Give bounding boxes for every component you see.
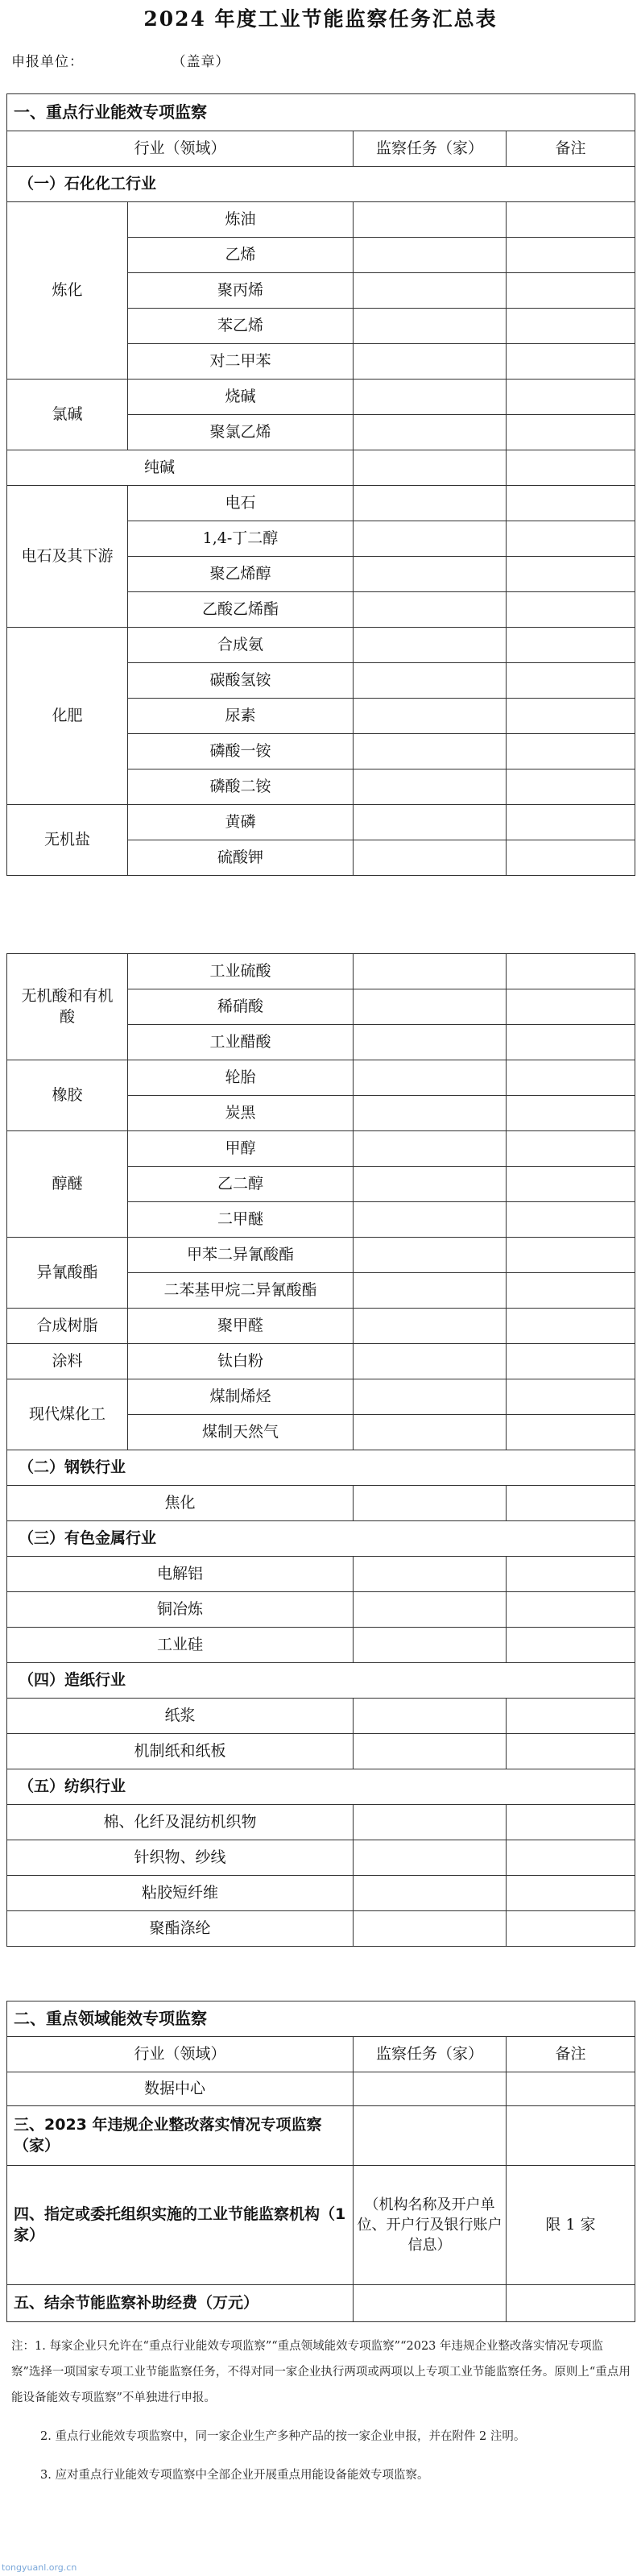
task-cell[interactable] xyxy=(354,954,507,989)
remark-cell[interactable] xyxy=(507,1592,635,1628)
remark-cell[interactable] xyxy=(507,1167,635,1202)
table-row xyxy=(7,1379,635,1415)
product-cell: 苯乙烯 xyxy=(128,309,354,344)
remark-cell[interactable] xyxy=(507,1025,635,1060)
table-row xyxy=(7,1876,635,1911)
task-cell[interactable] xyxy=(354,238,507,273)
remark-cell[interactable] xyxy=(507,202,635,238)
remark-cell[interactable] xyxy=(507,1238,635,1273)
product-cell: 棉、化纤及混纺机织物 xyxy=(7,1805,354,1840)
product-cell: 粘胶短纤维 xyxy=(7,1876,354,1911)
remark-cell[interactable] xyxy=(507,344,635,380)
remark-cell[interactable] xyxy=(507,1060,635,1096)
task-cell[interactable] xyxy=(354,380,507,415)
product-cell: 乙烯 xyxy=(128,238,354,273)
remark-cell[interactable] xyxy=(507,663,635,699)
product-cell: 煤制烯烃 xyxy=(128,1379,354,1415)
stamp-label: （盖章） xyxy=(179,54,230,70)
task-cell[interactable] xyxy=(354,1911,507,1947)
task-cell[interactable] xyxy=(354,769,507,805)
task-cell[interactable] xyxy=(354,309,507,344)
category-cell: 无机酸和有机酸 xyxy=(7,954,128,1060)
task-cell[interactable] xyxy=(354,1202,507,1238)
product-cell: 尿素 xyxy=(128,699,354,734)
task-cell[interactable] xyxy=(354,1131,507,1167)
product-cell: 乙二醇 xyxy=(128,1167,354,1202)
header-task: 监察任务（家） xyxy=(354,2037,507,2072)
remark-cell[interactable] xyxy=(507,1805,635,1840)
category-cell: 涂料 xyxy=(7,1344,128,1379)
product-cell: 烧碱 xyxy=(128,380,354,415)
product-cell: 数据中心 xyxy=(7,2072,354,2106)
unit-label: 申报单位： xyxy=(11,54,84,70)
remark-cell: 限 1 家 xyxy=(507,2166,635,2285)
task-cell[interactable] xyxy=(354,805,507,840)
table-row xyxy=(7,1131,635,1167)
task-table-part3 xyxy=(6,2001,635,2322)
remark-cell[interactable] xyxy=(507,1379,635,1415)
remark-cell[interactable] xyxy=(507,592,635,628)
table-row xyxy=(7,1734,635,1769)
table-row xyxy=(7,1699,635,1734)
product-cell: 聚甲醛 xyxy=(128,1309,354,1344)
task-table-part1 xyxy=(6,93,635,876)
remark-cell[interactable] xyxy=(507,1699,635,1734)
product-cell: 针织物、纱线 xyxy=(7,1840,354,1876)
task-cell[interactable] xyxy=(354,663,507,699)
table-row xyxy=(7,380,635,415)
task-cell[interactable] xyxy=(354,1592,507,1628)
product-cell: 工业硫酸 xyxy=(128,954,354,989)
product-cell: 聚酯涤纶 xyxy=(7,1911,354,1947)
remark-cell[interactable] xyxy=(507,1415,635,1450)
table-row xyxy=(7,1238,635,1273)
product-cell: 炭黑 xyxy=(128,1096,354,1131)
section-title: 一、重点行业能效专项监察 xyxy=(7,94,635,131)
task-cell[interactable] xyxy=(354,1238,507,1273)
task-cell[interactable] xyxy=(354,415,507,450)
remark-cell[interactable] xyxy=(507,450,635,486)
remark-cell[interactable] xyxy=(507,2106,635,2166)
product-cell: 硫酸钾 xyxy=(128,840,354,876)
task-cell[interactable] xyxy=(354,2285,507,2322)
subsection-title: （一）石化化工行业 xyxy=(7,167,635,202)
task-cell[interactable] xyxy=(354,1273,507,1309)
remark-cell[interactable] xyxy=(507,1911,635,1947)
product-cell: 合成氨 xyxy=(128,628,354,663)
task-cell[interactable] xyxy=(354,699,507,734)
table-row xyxy=(7,450,635,486)
task-cell[interactable] xyxy=(354,1415,507,1450)
product-cell: 磷酸一铵 xyxy=(128,734,354,769)
product-cell: 炼油 xyxy=(128,202,354,238)
table-row xyxy=(7,1911,635,1947)
task-cell[interactable] xyxy=(354,1025,507,1060)
subsection-title: （四）造纸行业 xyxy=(7,1663,635,1699)
task-cell[interactable] xyxy=(354,1628,507,1663)
remark-cell[interactable] xyxy=(507,628,635,663)
remark-cell[interactable] xyxy=(507,989,635,1025)
task-cell[interactable] xyxy=(354,557,507,592)
task-cell[interactable] xyxy=(354,273,507,309)
task-cell[interactable] xyxy=(354,1167,507,1202)
task-cell[interactable] xyxy=(354,1734,507,1769)
task-cell[interactable] xyxy=(354,2072,507,2106)
task-cell[interactable] xyxy=(354,1840,507,1876)
remark-cell[interactable] xyxy=(507,1840,635,1876)
task-cell[interactable] xyxy=(354,1344,507,1379)
table-row xyxy=(7,1628,635,1663)
product-cell: 纸浆 xyxy=(7,1699,354,1734)
header-remark: 备注 xyxy=(507,2037,635,2072)
category-cell: 异氰酸酯 xyxy=(7,1238,128,1309)
category-cell: 合成树脂 xyxy=(7,1309,128,1344)
section-title: 四、指定或委托组织实施的工业节能监察机构（1 家） xyxy=(7,2166,354,2285)
section-title: 二、重点领域能效专项监察 xyxy=(7,2001,635,2037)
remark-cell[interactable] xyxy=(507,1734,635,1769)
product-cell: 乙酸乙烯酯 xyxy=(128,592,354,628)
remark-cell[interactable] xyxy=(507,1096,635,1131)
table-row xyxy=(7,805,635,840)
task-cell[interactable] xyxy=(354,1557,507,1592)
task-cell[interactable] xyxy=(354,1309,507,1344)
product-cell: 1,4-丁二醇 xyxy=(128,521,354,557)
remark-cell[interactable] xyxy=(507,486,635,521)
remark-cell[interactable] xyxy=(507,734,635,769)
task-cell[interactable] xyxy=(354,1876,507,1911)
watermark: tongyuanl.org.cn xyxy=(2,2562,77,2573)
task-cell[interactable] xyxy=(354,734,507,769)
remark-cell[interactable] xyxy=(507,2072,635,2106)
category-cell: 醇醚 xyxy=(7,1131,128,1238)
task-cell[interactable] xyxy=(354,1805,507,1840)
product-cell: 碳酸氢铵 xyxy=(128,663,354,699)
page-title: 2024 年度工业节能监察任务汇总表 xyxy=(143,7,498,31)
section-title: 五、结余节能监察补助经费（万元） xyxy=(7,2285,354,2322)
table-row xyxy=(7,2166,635,2285)
remark-cell[interactable] xyxy=(507,1273,635,1309)
remark-cell[interactable] xyxy=(507,805,635,840)
table-row xyxy=(7,1805,635,1840)
remark-cell[interactable] xyxy=(507,769,635,805)
institution-info-cell[interactable]: （机构名称及开户单位、开户行及银行账户信息） xyxy=(354,2166,507,2285)
remark-cell[interactable] xyxy=(507,1131,635,1167)
table-row xyxy=(7,954,635,989)
task-cell[interactable] xyxy=(354,202,507,238)
task-cell[interactable] xyxy=(354,1486,507,1521)
remark-cell[interactable] xyxy=(507,1628,635,1663)
task-cell[interactable] xyxy=(354,1379,507,1415)
category-cell: 氯碱 xyxy=(7,380,128,450)
category-cell: 炼化 xyxy=(7,202,128,380)
remark-cell[interactable] xyxy=(507,1202,635,1238)
category-cell: 化肥 xyxy=(7,628,128,805)
note-item: 3. 应对重点行业能效专项监察中全部企业开展重点用能设备能效专项监察。 xyxy=(40,2469,429,2482)
table-row xyxy=(7,2285,635,2322)
subsection-title: （五）纺织行业 xyxy=(7,1769,635,1805)
header-industry: 行业（领域） xyxy=(7,131,354,167)
table-row xyxy=(7,2072,635,2106)
task-cell[interactable] xyxy=(354,592,507,628)
remark-cell[interactable] xyxy=(507,954,635,989)
product-cell: 二苯基甲烷二异氰酸酯 xyxy=(128,1273,354,1309)
task-cell[interactable] xyxy=(354,628,507,663)
category-cell: 现代煤化工 xyxy=(7,1379,128,1450)
product-cell: 纯碱 xyxy=(7,450,354,486)
table-row xyxy=(7,1592,635,1628)
product-cell: 甲醇 xyxy=(128,1131,354,1167)
task-cell[interactable] xyxy=(354,989,507,1025)
table-row xyxy=(7,1486,635,1521)
table-row xyxy=(7,486,635,521)
note-item: 注：1. 每家企业只允许在“重点行业能效专项监察”“重点领域能效专项监察”“2023 年违规企业整改落实情况专项监察”选择一项国家专项工业节能监察任务，不得对同一家企业执行两项或两项以上专项工业节能监察任务。原则上“重点用能设备能效专项监察”不单独进行申报。 xyxy=(11,2340,631,2404)
table-row xyxy=(7,1344,635,1379)
task-cell[interactable] xyxy=(354,2106,507,2166)
header-remark: 备注 xyxy=(507,131,635,167)
subsection-title: （二）钢铁行业 xyxy=(7,1450,635,1486)
product-cell: 电石 xyxy=(128,486,354,521)
product-cell: 聚丙烯 xyxy=(128,273,354,309)
task-cell[interactable] xyxy=(354,486,507,521)
category-cell: 橡胶 xyxy=(7,1060,128,1131)
table-row xyxy=(7,1309,635,1344)
task-cell[interactable] xyxy=(354,521,507,557)
table-row xyxy=(7,1840,635,1876)
task-cell[interactable] xyxy=(354,344,507,380)
product-cell: 焦化 xyxy=(7,1486,354,1521)
task-cell[interactable] xyxy=(354,1060,507,1096)
remark-cell[interactable] xyxy=(507,273,635,309)
product-cell: 二甲醚 xyxy=(128,1202,354,1238)
remark-cell[interactable] xyxy=(507,2285,635,2322)
product-cell: 工业硅 xyxy=(7,1628,354,1663)
product-cell: 黄磷 xyxy=(128,805,354,840)
header-industry: 行业（领域） xyxy=(7,2037,354,2072)
product-cell: 机制纸和纸板 xyxy=(7,1734,354,1769)
table-row xyxy=(7,2106,635,2166)
task-cell[interactable] xyxy=(354,840,507,876)
task-table-part2 xyxy=(6,953,635,1947)
table-row xyxy=(7,1557,635,1592)
remark-cell[interactable] xyxy=(507,1309,635,1344)
task-cell[interactable] xyxy=(354,450,507,486)
product-cell: 工业醋酸 xyxy=(128,1025,354,1060)
product-cell: 甲苯二异氰酸酯 xyxy=(128,1238,354,1273)
category-cell: 无机盐 xyxy=(7,805,128,876)
table-row xyxy=(7,1060,635,1096)
remark-cell[interactable] xyxy=(507,521,635,557)
table-row xyxy=(7,202,635,238)
remark-cell[interactable] xyxy=(507,415,635,450)
table-row xyxy=(7,628,635,663)
remark-cell[interactable] xyxy=(507,699,635,734)
product-cell: 钛白粉 xyxy=(128,1344,354,1379)
subsection-title: （三）有色金属行业 xyxy=(7,1521,635,1557)
header-task: 监察任务（家） xyxy=(354,131,507,167)
category-cell: 电石及其下游 xyxy=(7,486,128,628)
unit-line xyxy=(11,50,230,70)
remark-cell[interactable] xyxy=(507,309,635,344)
product-cell: 铜冶炼 xyxy=(7,1592,354,1628)
note-item: 2. 重点行业能效专项监察中，同一家企业生产多种产品的按一家企业申报，并在附件 2 注明。 xyxy=(40,2430,526,2443)
product-cell: 稀硝酸 xyxy=(128,989,354,1025)
task-cell[interactable] xyxy=(354,1096,507,1131)
remark-cell[interactable] xyxy=(507,1876,635,1911)
notes xyxy=(11,2333,631,2501)
product-cell: 对二甲苯 xyxy=(128,344,354,380)
product-cell: 轮胎 xyxy=(128,1060,354,1096)
product-cell: 聚乙烯醇 xyxy=(128,557,354,592)
section-title: 三、2023 年违规企业整改落实情况专项监察（家） xyxy=(7,2106,354,2166)
remark-cell[interactable] xyxy=(507,840,635,876)
product-cell: 磷酸二铵 xyxy=(128,769,354,805)
remark-cell[interactable] xyxy=(507,380,635,415)
remark-cell[interactable] xyxy=(507,238,635,273)
remark-cell[interactable] xyxy=(507,1486,635,1521)
product-cell: 聚氯乙烯 xyxy=(128,415,354,450)
product-cell: 电解铝 xyxy=(7,1557,354,1592)
remark-cell[interactable] xyxy=(507,1344,635,1379)
product-cell: 煤制天然气 xyxy=(128,1415,354,1450)
remark-cell[interactable] xyxy=(507,1557,635,1592)
remark-cell[interactable] xyxy=(507,557,635,592)
task-cell[interactable] xyxy=(354,1699,507,1734)
